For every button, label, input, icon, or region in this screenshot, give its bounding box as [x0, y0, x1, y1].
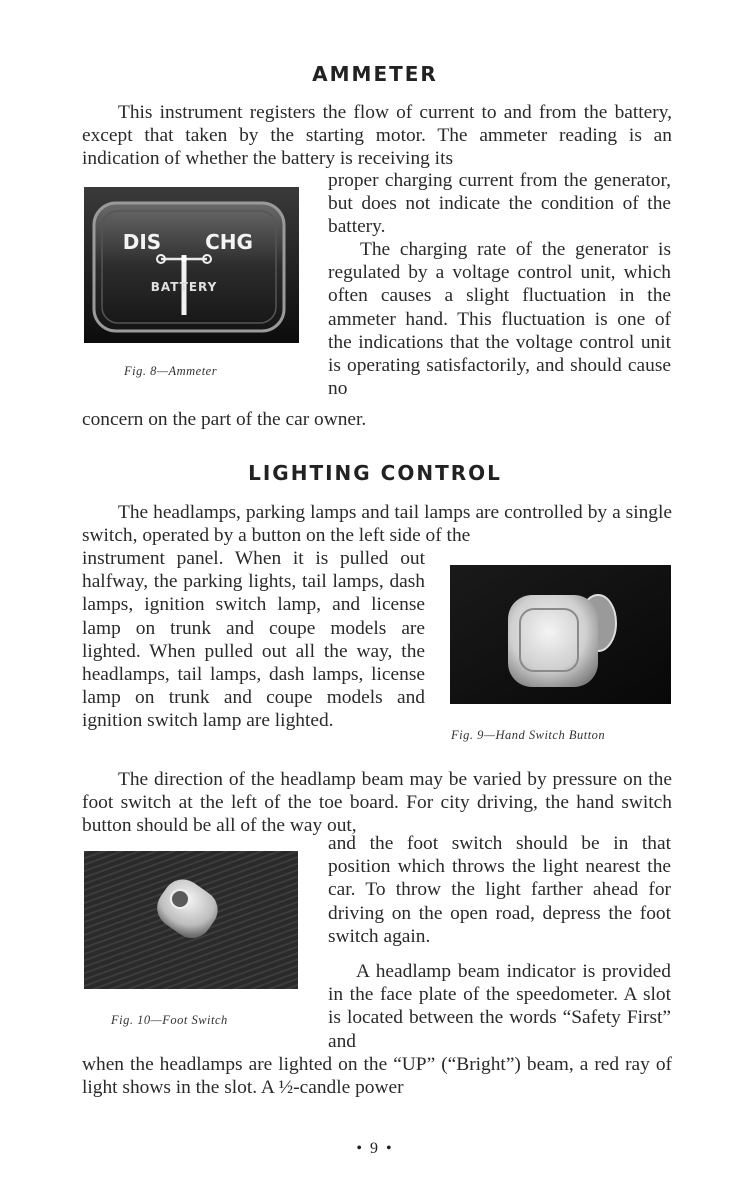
hand-switch-photo: [450, 565, 671, 704]
beam-tail-paragraph: when the headlamps are lighted on the “UP” (“Bright”) beam, a red ray of light shows in the slot. A ½-candle power: [82, 1054, 672, 1099]
lighting-control-heading: LIGHTING CONTROL: [248, 461, 502, 485]
ammeter-dis-label: DIS: [122, 230, 162, 254]
ammeter-figure: [84, 187, 299, 343]
beam-intro-paragraph: The direction of the headlamp beam may be varied by pressure on the foot switch at the left of the toe board. For city driving, the hand switch button should be all of the way out,: [82, 769, 672, 837]
lighting-wrap-paragraph: instrument panel. When it is pulled out halfway, the parking lights, tail lamps, dash lamps, ignition switch lamp, and license lamp on trunk and coupe models are lighted. When pulled out all the way, the headlamps, tail lamps, dash lamps, license lamp on trunk and coupe models and ignition switch lamp are lighted.: [82, 548, 425, 732]
hand-switch-caption: Fig. 9—Hand Switch Button: [451, 728, 606, 742]
hand-switch-figure: [450, 565, 671, 704]
ammeter-caption: Fig. 8—Ammeter: [124, 364, 218, 378]
beam-wrap-paragraph-2: A headlamp beam indicator is provided in the face plate of the speedometer. A slot is located between the words “Safety First” and: [328, 961, 671, 1052]
page-number: • 9 •: [356, 1140, 394, 1157]
ammeter-tail-line: concern on the part of the car owner.: [82, 409, 367, 430]
ammeter-wrap-paragraph-1: proper charging current from the generator, but does not indicate the condition of the battery.: [328, 170, 671, 238]
lighting-intro-paragraph: The headlamps, parking lamps and tail lamps are controlled by a single switch, operated by a button on the left side of the: [82, 502, 672, 547]
ammeter-photo: [84, 187, 299, 343]
ammeter-intro-paragraph: This instrument registers the flow of current to and from the battery, except that taken by the starting motor. The ammeter reading is an indication of whether the battery is receiving its: [82, 102, 672, 170]
foot-switch-photo: [84, 851, 298, 989]
ammeter-wrap-paragraph-2: The charging rate of the generator is regulated by a voltage control unit, which often causes a slight fluctuation in the ammeter hand. This fluctuation is one of the indications that the voltage control unit is operating satisfactorily, and should cause no: [328, 239, 671, 400]
ammeter-battery-label: BATTERY: [150, 280, 218, 294]
beam-wrap-paragraph-1: and the foot switch should be in that position which throws the light nearest the car. To throw the light farther ahead for driving on the open road, depress the foot switch again.: [328, 833, 671, 947]
ammeter-heading: AMMETER: [312, 62, 438, 86]
foot-switch-caption: Fig. 10—Foot Switch: [111, 1013, 228, 1027]
foot-switch-figure: [84, 851, 298, 989]
ammeter-chg-label: CHG: [205, 230, 253, 254]
